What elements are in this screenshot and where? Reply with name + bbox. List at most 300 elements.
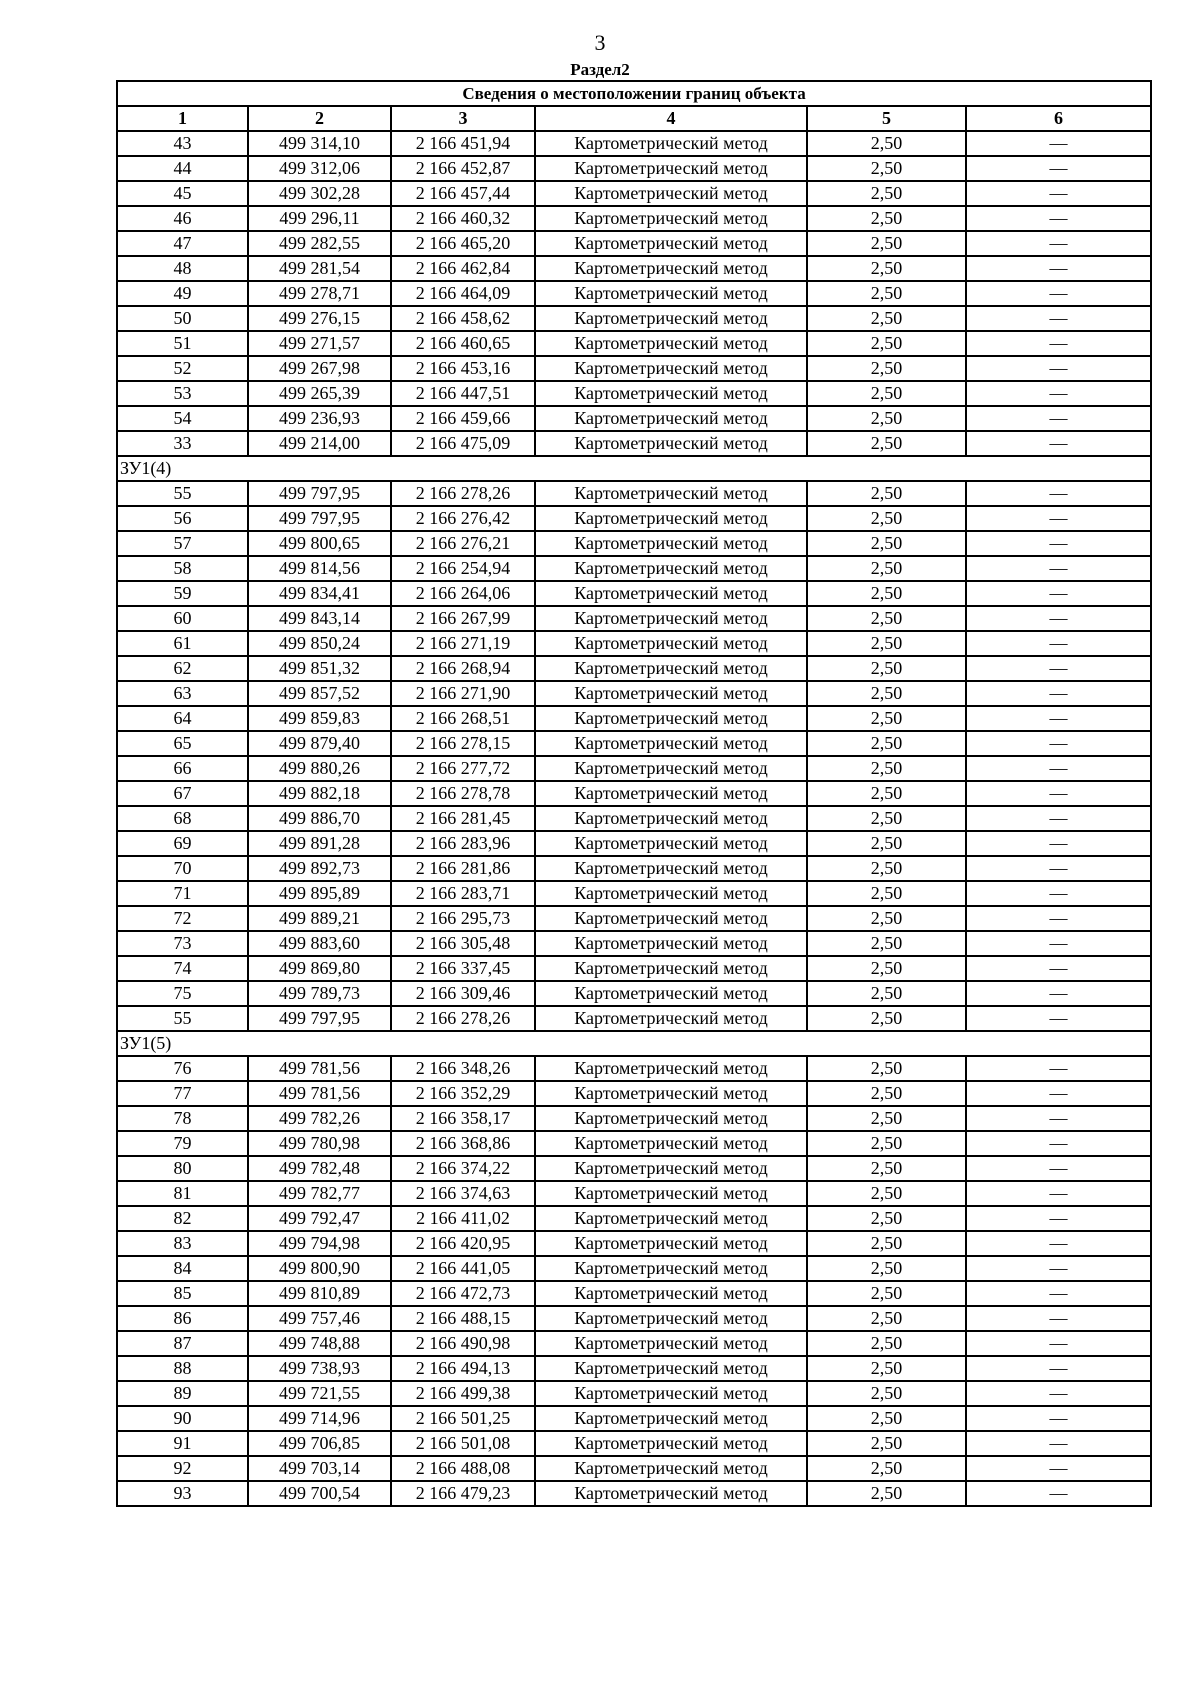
method-cell: Картометрический метод [535, 781, 807, 806]
method-cell: Картометрический метод [535, 1256, 807, 1281]
y-coordinate-cell: 2 166 268,51 [391, 706, 535, 731]
accuracy-cell: 2,50 [807, 1281, 966, 1306]
method-cell: Картометрический метод [535, 856, 807, 881]
y-coordinate-cell: 2 166 374,22 [391, 1156, 535, 1181]
description-cell: — [966, 256, 1151, 281]
point-number-cell: 49 [117, 281, 248, 306]
y-coordinate-cell: 2 166 305,48 [391, 931, 535, 956]
point-number-cell: 91 [117, 1431, 248, 1456]
table-row [117, 481, 1151, 506]
x-coordinate-cell: 499 780,98 [248, 1131, 391, 1156]
accuracy-cell: 2,50 [807, 706, 966, 731]
accuracy-cell: 2,50 [807, 506, 966, 531]
x-coordinate-cell: 499 314,10 [248, 131, 391, 156]
table-row [117, 356, 1151, 381]
method-cell: Картометрический метод [535, 1006, 807, 1031]
point-number-cell: 80 [117, 1156, 248, 1181]
x-coordinate-cell: 499 814,56 [248, 556, 391, 581]
method-cell: Картометрический метод [535, 1356, 807, 1381]
column-number: 2 [248, 106, 391, 131]
y-coordinate-cell: 2 166 267,99 [391, 606, 535, 631]
x-coordinate-cell: 499 869,80 [248, 956, 391, 981]
table-row [117, 806, 1151, 831]
table-row [117, 706, 1151, 731]
accuracy-cell: 2,50 [807, 856, 966, 881]
x-coordinate-cell: 499 883,60 [248, 931, 391, 956]
accuracy-cell: 2,50 [807, 1206, 966, 1231]
method-cell: Картометрический метод [535, 531, 807, 556]
description-cell: — [966, 206, 1151, 231]
method-cell: Картометрический метод [535, 156, 807, 181]
y-coordinate-cell: 2 166 460,65 [391, 331, 535, 356]
method-cell: Картометрический метод [535, 631, 807, 656]
point-number-cell: 57 [117, 531, 248, 556]
description-cell: — [966, 1106, 1151, 1131]
table-row [117, 731, 1151, 756]
y-coordinate-cell: 2 166 465,20 [391, 231, 535, 256]
point-number-cell: 87 [117, 1331, 248, 1356]
description-cell: — [966, 731, 1151, 756]
x-coordinate-cell: 499 782,77 [248, 1181, 391, 1206]
accuracy-cell: 2,50 [807, 981, 966, 1006]
description-cell: — [966, 1206, 1151, 1231]
accuracy-cell: 2,50 [807, 631, 966, 656]
table-row [117, 131, 1151, 156]
point-number-cell: 45 [117, 181, 248, 206]
accuracy-cell: 2,50 [807, 1006, 966, 1031]
table-row [117, 331, 1151, 356]
table-row [117, 1481, 1151, 1506]
description-cell: — [966, 981, 1151, 1006]
x-coordinate-cell: 499 302,28 [248, 181, 391, 206]
accuracy-cell: 2,50 [807, 1056, 966, 1081]
description-cell: — [966, 806, 1151, 831]
description-cell: — [966, 906, 1151, 931]
table-row [117, 281, 1151, 306]
point-number-cell: 84 [117, 1256, 248, 1281]
point-number-cell: 59 [117, 581, 248, 606]
description-cell: — [966, 681, 1151, 706]
accuracy-cell: 2,50 [807, 331, 966, 356]
x-coordinate-cell: 499 797,95 [248, 1006, 391, 1031]
description-cell: — [966, 881, 1151, 906]
table-row [117, 606, 1151, 631]
accuracy-cell: 2,50 [807, 206, 966, 231]
description-cell: — [966, 281, 1151, 306]
x-coordinate-cell: 499 789,73 [248, 981, 391, 1006]
accuracy-cell: 2,50 [807, 1081, 966, 1106]
method-cell: Картометрический метод [535, 481, 807, 506]
y-coordinate-cell: 2 166 278,78 [391, 781, 535, 806]
x-coordinate-cell: 499 892,73 [248, 856, 391, 881]
accuracy-cell: 2,50 [807, 231, 966, 256]
x-coordinate-cell: 499 714,96 [248, 1406, 391, 1431]
y-coordinate-cell: 2 166 447,51 [391, 381, 535, 406]
column-number: 6 [966, 106, 1151, 131]
table-row [117, 681, 1151, 706]
method-cell: Картометрический метод [535, 1456, 807, 1481]
x-coordinate-cell: 499 271,57 [248, 331, 391, 356]
accuracy-cell: 2,50 [807, 1381, 966, 1406]
point-number-cell: 83 [117, 1231, 248, 1256]
accuracy-cell: 2,50 [807, 356, 966, 381]
point-number-cell: 54 [117, 406, 248, 431]
x-coordinate-cell: 499 850,24 [248, 631, 391, 656]
accuracy-cell: 2,50 [807, 1181, 966, 1206]
y-coordinate-cell: 2 166 462,84 [391, 256, 535, 281]
method-cell: Картометрический метод [535, 756, 807, 781]
method-cell: Картометрический метод [535, 1131, 807, 1156]
table-row [117, 906, 1151, 931]
accuracy-cell: 2,50 [807, 531, 966, 556]
accuracy-cell: 2,50 [807, 306, 966, 331]
y-coordinate-cell: 2 166 337,45 [391, 956, 535, 981]
point-number-cell: 53 [117, 381, 248, 406]
accuracy-cell: 2,50 [807, 781, 966, 806]
accuracy-cell: 2,50 [807, 481, 966, 506]
x-coordinate-cell: 499 810,89 [248, 1281, 391, 1306]
table-row [117, 1306, 1151, 1331]
y-coordinate-cell: 2 166 295,73 [391, 906, 535, 931]
accuracy-cell: 2,50 [807, 1406, 966, 1431]
group-header-row [117, 1031, 1151, 1056]
y-coordinate-cell: 2 166 268,94 [391, 656, 535, 681]
method-cell: Картометрический метод [535, 131, 807, 156]
y-coordinate-cell: 2 166 494,13 [391, 1356, 535, 1381]
y-coordinate-cell: 2 166 278,15 [391, 731, 535, 756]
description-cell: — [966, 1431, 1151, 1456]
description-cell: — [966, 781, 1151, 806]
description-cell: — [966, 1081, 1151, 1106]
accuracy-cell: 2,50 [807, 606, 966, 631]
y-coordinate-cell: 2 166 472,73 [391, 1281, 535, 1306]
method-cell: Картометрический метод [535, 206, 807, 231]
method-cell: Картометрический метод [535, 681, 807, 706]
point-number-cell: 46 [117, 206, 248, 231]
accuracy-cell: 2,50 [807, 1331, 966, 1356]
method-cell: Картометрический метод [535, 581, 807, 606]
point-number-cell: 90 [117, 1406, 248, 1431]
x-coordinate-cell: 499 880,26 [248, 756, 391, 781]
accuracy-cell: 2,50 [807, 756, 966, 781]
x-coordinate-cell: 499 797,95 [248, 481, 391, 506]
x-coordinate-cell: 499 276,15 [248, 306, 391, 331]
x-coordinate-cell: 499 857,52 [248, 681, 391, 706]
table-row [117, 856, 1151, 881]
y-coordinate-cell: 2 166 276,42 [391, 506, 535, 531]
point-number-cell: 72 [117, 906, 248, 931]
description-cell: — [966, 131, 1151, 156]
point-number-cell: 73 [117, 931, 248, 956]
description-cell: — [966, 1456, 1151, 1481]
point-number-cell: 75 [117, 981, 248, 1006]
y-coordinate-cell: 2 166 488,15 [391, 1306, 535, 1331]
x-coordinate-cell: 499 781,56 [248, 1056, 391, 1081]
accuracy-cell: 2,50 [807, 831, 966, 856]
y-coordinate-cell: 2 166 271,90 [391, 681, 535, 706]
method-cell: Картометрический метод [535, 1206, 807, 1231]
point-number-cell: 68 [117, 806, 248, 831]
description-cell: — [966, 356, 1151, 381]
x-coordinate-cell: 499 267,98 [248, 356, 391, 381]
point-number-cell: 55 [117, 481, 248, 506]
table-row [117, 231, 1151, 256]
accuracy-cell: 2,50 [807, 1131, 966, 1156]
table-row [117, 1006, 1151, 1031]
y-coordinate-cell: 2 166 281,45 [391, 806, 535, 831]
description-cell: — [966, 1381, 1151, 1406]
point-number-cell: 55 [117, 1006, 248, 1031]
description-cell: — [966, 1131, 1151, 1156]
method-cell: Картометрический метод [535, 406, 807, 431]
accuracy-cell: 2,50 [807, 256, 966, 281]
point-number-cell: 67 [117, 781, 248, 806]
accuracy-cell: 2,50 [807, 1481, 966, 1506]
description-cell: — [966, 631, 1151, 656]
point-number-cell: 43 [117, 131, 248, 156]
method-cell: Картометрический метод [535, 1331, 807, 1356]
point-number-cell: 89 [117, 1381, 248, 1406]
y-coordinate-cell: 2 166 459,66 [391, 406, 535, 431]
table-row [117, 506, 1151, 531]
x-coordinate-cell: 499 296,11 [248, 206, 391, 231]
accuracy-cell: 2,50 [807, 931, 966, 956]
point-number-cell: 76 [117, 1056, 248, 1081]
x-coordinate-cell: 499 792,47 [248, 1206, 391, 1231]
x-coordinate-cell: 499 282,55 [248, 231, 391, 256]
accuracy-cell: 2,50 [807, 556, 966, 581]
description-cell: — [966, 1356, 1151, 1381]
point-number-cell: 61 [117, 631, 248, 656]
y-coordinate-cell: 2 166 490,98 [391, 1331, 535, 1356]
page-number: 3 [594, 30, 606, 55]
method-cell: Картометрический метод [535, 731, 807, 756]
accuracy-cell: 2,50 [807, 581, 966, 606]
method-cell: Картометрический метод [535, 1056, 807, 1081]
table-row [117, 256, 1151, 281]
column-number: 3 [391, 106, 535, 131]
method-cell: Картометрический метод [535, 1156, 807, 1181]
description-cell: — [966, 1231, 1151, 1256]
x-coordinate-cell: 499 834,41 [248, 581, 391, 606]
point-number-cell: 48 [117, 256, 248, 281]
method-cell: Картометрический метод [535, 831, 807, 856]
accuracy-cell: 2,50 [807, 681, 966, 706]
x-coordinate-cell: 499 721,55 [248, 1381, 391, 1406]
table-title-row [117, 81, 1151, 106]
description-cell: — [966, 856, 1151, 881]
description-cell: — [966, 1481, 1151, 1506]
group-label: ЗУ1(5) [117, 1031, 1151, 1056]
description-cell: — [966, 1056, 1151, 1081]
description-cell: — [966, 706, 1151, 731]
table-title: Сведения о местоположении границ объекта [117, 81, 1151, 106]
x-coordinate-cell: 499 879,40 [248, 731, 391, 756]
y-coordinate-cell: 2 166 358,17 [391, 1106, 535, 1131]
point-number-cell: 60 [117, 606, 248, 631]
table-row [117, 1056, 1151, 1081]
description-cell: — [966, 931, 1151, 956]
method-cell: Картометрический метод [535, 1231, 807, 1256]
accuracy-cell: 2,50 [807, 806, 966, 831]
x-coordinate-cell: 499 700,54 [248, 1481, 391, 1506]
table-row [117, 1381, 1151, 1406]
table-row [117, 306, 1151, 331]
accuracy-cell: 2,50 [807, 906, 966, 931]
table-row [117, 556, 1151, 581]
description-cell: — [966, 956, 1151, 981]
group-header-row [117, 456, 1151, 481]
y-coordinate-cell: 2 166 271,19 [391, 631, 535, 656]
method-cell: Картометрический метод [535, 506, 807, 531]
accuracy-cell: 2,50 [807, 156, 966, 181]
point-number-cell: 77 [117, 1081, 248, 1106]
method-cell: Картометрический метод [535, 181, 807, 206]
table-row [117, 1456, 1151, 1481]
table-row [117, 1331, 1151, 1356]
method-cell: Картометрический метод [535, 906, 807, 931]
point-number-cell: 86 [117, 1306, 248, 1331]
description-cell: — [966, 306, 1151, 331]
table-row [117, 1431, 1151, 1456]
accuracy-cell: 2,50 [807, 1306, 966, 1331]
description-cell: — [966, 381, 1151, 406]
method-cell: Картометрический метод [535, 231, 807, 256]
accuracy-cell: 2,50 [807, 406, 966, 431]
method-cell: Картометрический метод [535, 981, 807, 1006]
x-coordinate-cell: 499 851,32 [248, 656, 391, 681]
x-coordinate-cell: 499 214,00 [248, 431, 391, 456]
y-coordinate-cell: 2 166 374,63 [391, 1181, 535, 1206]
description-cell: — [966, 181, 1151, 206]
description-cell: — [966, 556, 1151, 581]
x-coordinate-cell: 499 738,93 [248, 1356, 391, 1381]
description-cell: — [966, 1256, 1151, 1281]
table-row [117, 406, 1151, 431]
description-cell: — [966, 1306, 1151, 1331]
method-cell: Картометрический метод [535, 1281, 807, 1306]
accuracy-cell: 2,50 [807, 131, 966, 156]
point-number-cell: 85 [117, 1281, 248, 1306]
point-number-cell: 69 [117, 831, 248, 856]
y-coordinate-cell: 2 166 458,62 [391, 306, 535, 331]
x-coordinate-cell: 499 889,21 [248, 906, 391, 931]
x-coordinate-cell: 499 800,65 [248, 531, 391, 556]
point-number-cell: 78 [117, 1106, 248, 1131]
y-coordinate-cell: 2 166 501,08 [391, 1431, 535, 1456]
y-coordinate-cell: 2 166 488,08 [391, 1456, 535, 1481]
y-coordinate-cell: 2 166 501,25 [391, 1406, 535, 1431]
point-number-cell: 70 [117, 856, 248, 881]
x-coordinate-cell: 499 895,89 [248, 881, 391, 906]
table-row [117, 156, 1151, 181]
x-coordinate-cell: 499 797,95 [248, 506, 391, 531]
table-row [117, 931, 1151, 956]
method-cell: Картометрический метод [535, 881, 807, 906]
method-cell: Картометрический метод [535, 1381, 807, 1406]
table-row [117, 1181, 1151, 1206]
table-row [117, 1156, 1151, 1181]
method-cell: Картометрический метод [535, 306, 807, 331]
accuracy-cell: 2,50 [807, 181, 966, 206]
description-cell: — [966, 1406, 1151, 1431]
y-coordinate-cell: 2 166 499,38 [391, 1381, 535, 1406]
method-cell: Картометрический метод [535, 1181, 807, 1206]
y-coordinate-cell: 2 166 309,46 [391, 981, 535, 1006]
accuracy-cell: 2,50 [807, 1456, 966, 1481]
method-cell: Картометрический метод [535, 1306, 807, 1331]
description-cell: — [966, 531, 1151, 556]
x-coordinate-cell: 499 757,46 [248, 1306, 391, 1331]
section-title: Раздел2 [570, 60, 630, 79]
x-coordinate-cell: 499 748,88 [248, 1331, 391, 1356]
x-coordinate-cell: 499 794,98 [248, 1231, 391, 1256]
y-coordinate-cell: 2 166 254,94 [391, 556, 535, 581]
description-cell: — [966, 756, 1151, 781]
y-coordinate-cell: 2 166 452,87 [391, 156, 535, 181]
point-number-cell: 52 [117, 356, 248, 381]
accuracy-cell: 2,50 [807, 281, 966, 306]
description-cell: — [966, 656, 1151, 681]
y-coordinate-cell: 2 166 457,44 [391, 181, 535, 206]
x-coordinate-cell: 499 265,39 [248, 381, 391, 406]
description-cell: — [966, 1006, 1151, 1031]
column-number: 5 [807, 106, 966, 131]
method-cell: Картометрический метод [535, 431, 807, 456]
accuracy-cell: 2,50 [807, 1431, 966, 1456]
method-cell: Картометрический метод [535, 256, 807, 281]
x-coordinate-cell: 499 278,71 [248, 281, 391, 306]
point-number-cell: 64 [117, 706, 248, 731]
table-row [117, 581, 1151, 606]
table-row [117, 881, 1151, 906]
point-number-cell: 92 [117, 1456, 248, 1481]
x-coordinate-cell: 499 782,48 [248, 1156, 391, 1181]
y-coordinate-cell: 2 166 460,32 [391, 206, 535, 231]
x-coordinate-cell: 499 782,26 [248, 1106, 391, 1131]
point-number-cell: 51 [117, 331, 248, 356]
description-cell: — [966, 156, 1151, 181]
x-coordinate-cell: 499 882,18 [248, 781, 391, 806]
table-row [117, 431, 1151, 456]
method-cell: Картометрический метод [535, 1481, 807, 1506]
accuracy-cell: 2,50 [807, 1106, 966, 1131]
y-coordinate-cell: 2 166 283,96 [391, 831, 535, 856]
table-body [117, 81, 1151, 1506]
method-cell: Картометрический метод [535, 356, 807, 381]
table-row [117, 781, 1151, 806]
point-number-cell: 79 [117, 1131, 248, 1156]
y-coordinate-cell: 2 166 281,86 [391, 856, 535, 881]
method-cell: Картометрический метод [535, 656, 807, 681]
point-number-cell: 62 [117, 656, 248, 681]
y-coordinate-cell: 2 166 348,26 [391, 1056, 535, 1081]
x-coordinate-cell: 499 891,28 [248, 831, 391, 856]
x-coordinate-cell: 499 781,56 [248, 1081, 391, 1106]
y-coordinate-cell: 2 166 479,23 [391, 1481, 535, 1506]
point-number-cell: 47 [117, 231, 248, 256]
description-cell: — [966, 231, 1151, 256]
method-cell: Картометрический метод [535, 606, 807, 631]
description-cell: — [966, 406, 1151, 431]
point-number-cell: 65 [117, 731, 248, 756]
method-cell: Картометрический метод [535, 956, 807, 981]
description-cell: — [966, 1181, 1151, 1206]
y-coordinate-cell: 2 166 352,29 [391, 1081, 535, 1106]
table-row [117, 631, 1151, 656]
table-row [117, 206, 1151, 231]
table-row [117, 1206, 1151, 1231]
